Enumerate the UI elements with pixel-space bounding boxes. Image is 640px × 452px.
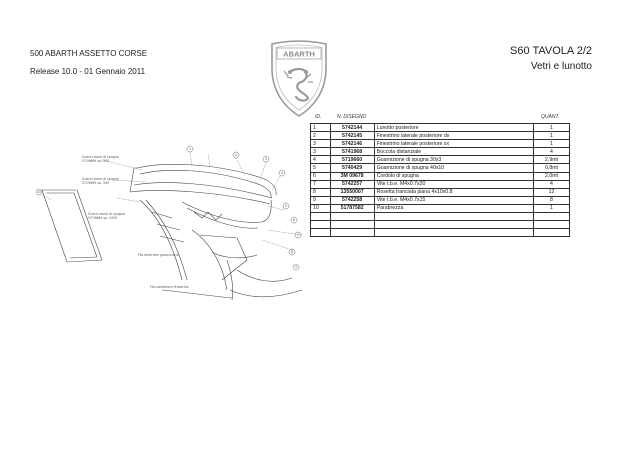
row-description [374, 213, 533, 221]
row-id: 3 [311, 148, 331, 156]
row-quantity: 1 [534, 132, 570, 140]
col-header-code: N. DISEGNO [337, 114, 367, 120]
row-description: Finestrino laterale posteriore sx [374, 140, 533, 148]
row-part-code: 3M 09678 [330, 172, 374, 180]
row-description: Parabrezza [374, 204, 533, 212]
callout-7: 7 [296, 233, 300, 238]
row-quantity: 1 [534, 124, 570, 132]
row-description: Guarnizione di spugna 40x10 [374, 164, 533, 172]
row-quantity [534, 229, 570, 237]
note-7: Filo anteriore guarnizione [138, 253, 179, 257]
table-row [311, 204, 570, 212]
row-part-code: 51787582 [330, 204, 374, 212]
table-row [311, 148, 570, 156]
row-part-code [330, 221, 374, 229]
table-row [311, 213, 570, 221]
col-header-qty: QUANT. [541, 114, 560, 120]
sheet-header-right [510, 45, 592, 72]
model-name: 500 ABARTH ASSETTO CORSE [30, 49, 148, 58]
row-id: 1 [311, 124, 331, 132]
row-quantity: 8 [534, 196, 570, 204]
table-row [311, 156, 570, 164]
row-description: Guarnizione di spugna 30x3 [374, 156, 533, 164]
table-row [311, 196, 570, 204]
row-quantity [534, 213, 570, 221]
row-id: 10 [311, 204, 331, 212]
release-info: Release 10.0 - 01 Gennaio 2011 [30, 67, 146, 76]
row-part-code: 5742145 [330, 132, 374, 140]
table-row [311, 132, 570, 140]
table-row [311, 180, 570, 188]
note-6: 5719669 sp. 1000 [88, 216, 118, 220]
row-description [374, 221, 533, 229]
row-part-code [330, 213, 374, 221]
row-id: 6 [311, 172, 331, 180]
row-part-code: 13550007 [330, 188, 374, 196]
row-id: 4 [311, 156, 331, 164]
callout-1: 1 [188, 147, 192, 152]
callout-4: 4 [280, 171, 284, 176]
section-title: Vetri e lunotto [530, 61, 592, 72]
callout-2: 2 [234, 153, 238, 158]
row-quantity [534, 221, 570, 229]
table-row [311, 188, 570, 196]
row-id: 3 [311, 140, 331, 148]
row-quantity: 4 [534, 180, 570, 188]
row-id: 7 [311, 180, 331, 188]
note-8: Filo posteriore finestrino [150, 285, 189, 289]
row-description: Vite t.b.e. M4x0.7x20 [374, 180, 533, 188]
row-description: Rosetta tranciata piana 4x10x0.8 [374, 188, 533, 196]
callout-8: 8 [290, 250, 294, 255]
row-description: Finestrino laterale posteriore dx [374, 132, 533, 140]
row-id: 2 [311, 132, 331, 140]
drawing-notes [82, 155, 189, 289]
logo-text: ABARTH [283, 49, 315, 59]
callout-10: 10 [36, 190, 42, 195]
note-5: Guarni zione di spugna [88, 212, 125, 216]
row-quantity: 1 [534, 204, 570, 212]
exploded-view-drawing [22, 140, 322, 305]
row-quantity: 1 [534, 140, 570, 148]
note-1: Guarni zione di spugna [82, 155, 119, 159]
row-quantity: 0,8mt [534, 164, 570, 172]
row-description: Cordolo di spugna [374, 172, 533, 180]
callout-6: 6 [292, 218, 296, 223]
car-outline [42, 164, 302, 300]
callout-3: 3 [264, 157, 268, 162]
table-row [311, 124, 570, 132]
table-row [311, 221, 570, 229]
table-title: S60 TAVOLA 2/2 [510, 45, 592, 57]
row-quantity: 12 [534, 188, 570, 196]
callout-5: 5 [284, 204, 288, 209]
row-part-code [330, 229, 374, 237]
note-4: 5719669 sp. 300 [82, 181, 110, 185]
note-3: Guarni zione di spugna [82, 177, 119, 181]
note-2: 5719669 sp. 300 [82, 159, 110, 163]
parts-table [310, 123, 570, 237]
table-row [311, 229, 570, 237]
sheet-header-left [30, 48, 147, 84]
table-row [311, 164, 570, 172]
row-quantity: 2,9mt [534, 156, 570, 164]
abarth-logo-icon [268, 38, 330, 118]
row-part-code: 5740429 [330, 164, 374, 172]
row-description: Boccola distanziale [374, 148, 533, 156]
row-part-code: 5742257 [330, 180, 374, 188]
row-id: 8 [311, 188, 331, 196]
row-part-code: 5719660 [330, 156, 374, 164]
row-part-code: 5741968 [330, 148, 374, 156]
table-row [311, 140, 570, 148]
row-part-code: 5742144 [330, 124, 374, 132]
row-id: 9 [311, 196, 331, 204]
row-part-code: 5742146 [330, 140, 374, 148]
table-row [311, 172, 570, 180]
row-quantity: 4 [534, 148, 570, 156]
col-header-id: ID. [315, 114, 322, 120]
callout-9: 9 [294, 265, 298, 270]
row-part-code: 5742258 [330, 196, 374, 204]
row-description: Lunotto posteriore [374, 124, 533, 132]
row-quantity: 2,0mt [534, 172, 570, 180]
row-id: 5 [311, 164, 331, 172]
row-description: Vite t.b.e. M4x0.7x15 [374, 196, 533, 204]
row-description [374, 229, 533, 237]
